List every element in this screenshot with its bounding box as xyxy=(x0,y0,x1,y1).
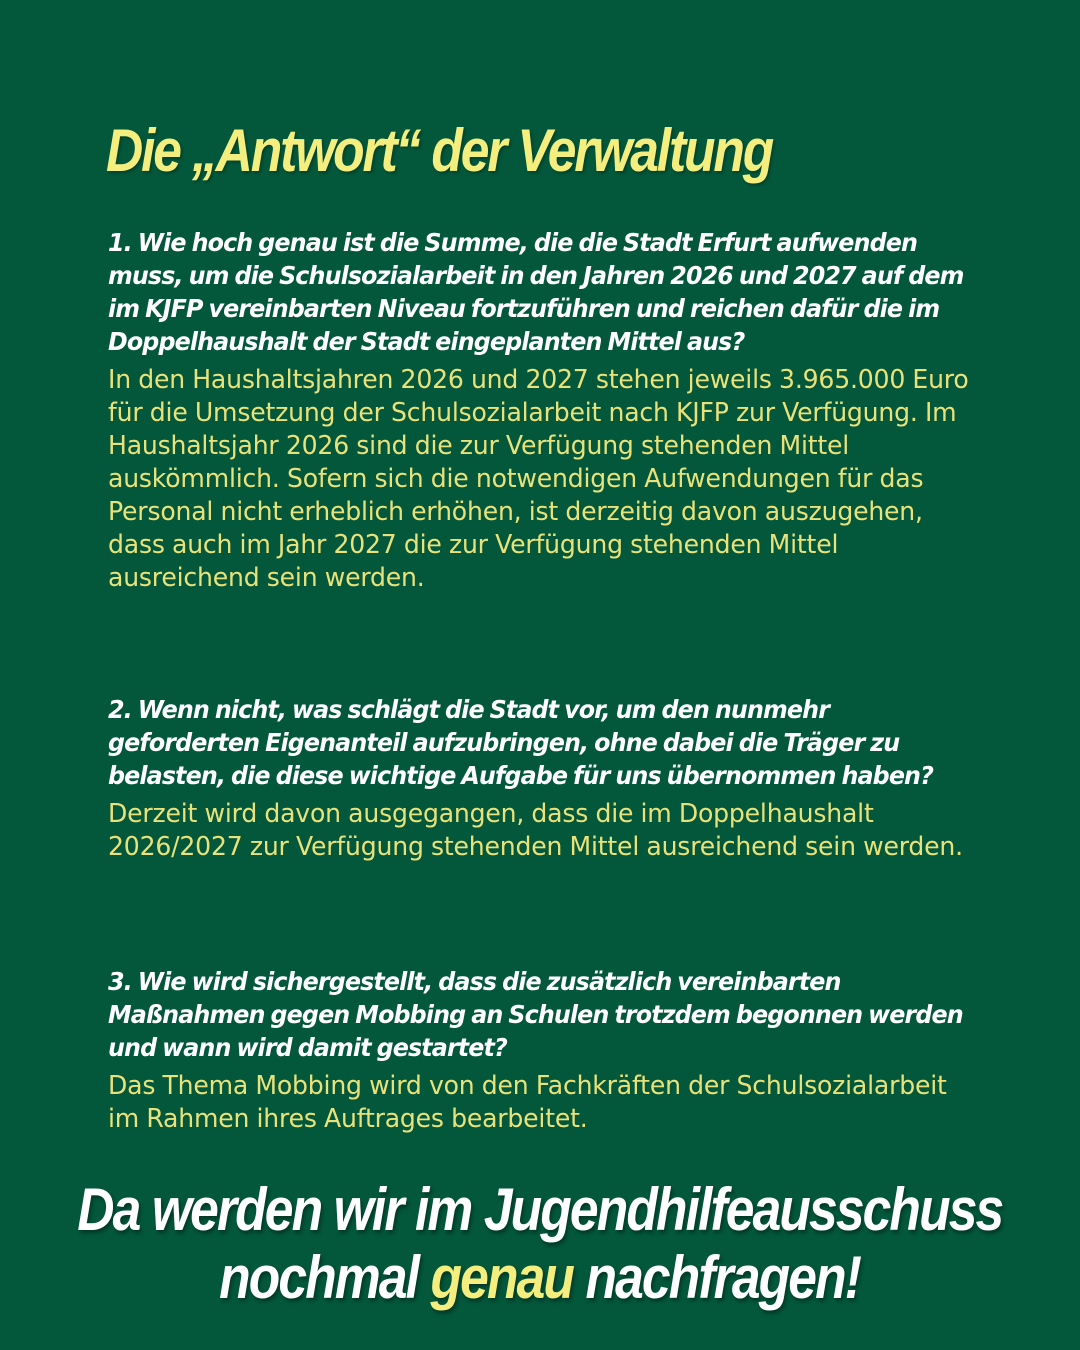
page-title: Die „Antwort“ der Verwaltung xyxy=(106,117,773,184)
closing-highlight-word: genau xyxy=(430,1244,574,1311)
closing-line-2-text xyxy=(220,1244,861,1312)
closing-line-2 xyxy=(0,1244,1080,1312)
qa-item-2 xyxy=(108,693,978,864)
question-1: 1. Wie hoch genau ist die Summe, die die Stadt Erfurt aufwenden muss, um die Schulsozialarbeit in den Jahren 2026 und 2027 auf dem im KJFP vereinbarten Niveau fortzuführen und reichen dafür die im Doppelhaushalt der Stadt eingeplanten Mittel aus? xyxy=(108,228,964,356)
closing-line-2-before: nochmal xyxy=(219,1244,431,1311)
answer-2: Derzeit wird davon ausgegangen, dass die im Doppelhaushalt 2026/2027 zur Verfügung stehenden Mittel ausreichend sein werden. xyxy=(108,799,963,862)
answer-1: In den Haushaltsjahren 2026 und 2027 stehen jeweils 3.965.000 Euro für die Umsetzung der Schulsozialarbeit nach KJFP zur Verfügung. Im Haushaltsjahr 2026 sind die zur Verfügung stehenden Mittel auskömmlich. Sofern sich die notwendigen Aufwendungen für das Personal nicht erheblich erhöhen, ist derzeitig davon auszugehen, dass auch im Jahr 2027 die zur Verfügung stehenden Mittel ausreichend sein werden. xyxy=(108,365,969,593)
question-2: 2. Wenn nicht, was schlägt die Stadt vor, um den nunmehr geforderten Eigenanteil aufzubringen, ohne dabei die Träger zu belasten, die diese wichtige Aufgabe für uns übernommen haben? xyxy=(108,695,934,790)
qa-item-3 xyxy=(108,965,978,1136)
qa-item-1 xyxy=(108,226,978,595)
question-3: 3. Wie wird sichergestellt, dass die zusätzlich vereinbarten Maßnahmen gegen Mobbing an Schulen trotzdem begonnen werden und wann wird damit gestartet? xyxy=(108,967,963,1062)
closing-line-2-after: nachfragen! xyxy=(573,1244,861,1311)
answer-3: Das Thema Mobbing wird von den Fachkräften der Schulsozialarbeit im Rahmen ihres Auftrages bearbeitet. xyxy=(108,1071,947,1134)
closing-statement xyxy=(0,1176,1080,1312)
closing-line-1 xyxy=(0,1176,1080,1244)
closing-line-1-text: Da werden wir im Jugendhilfeausschuss xyxy=(77,1176,1003,1243)
